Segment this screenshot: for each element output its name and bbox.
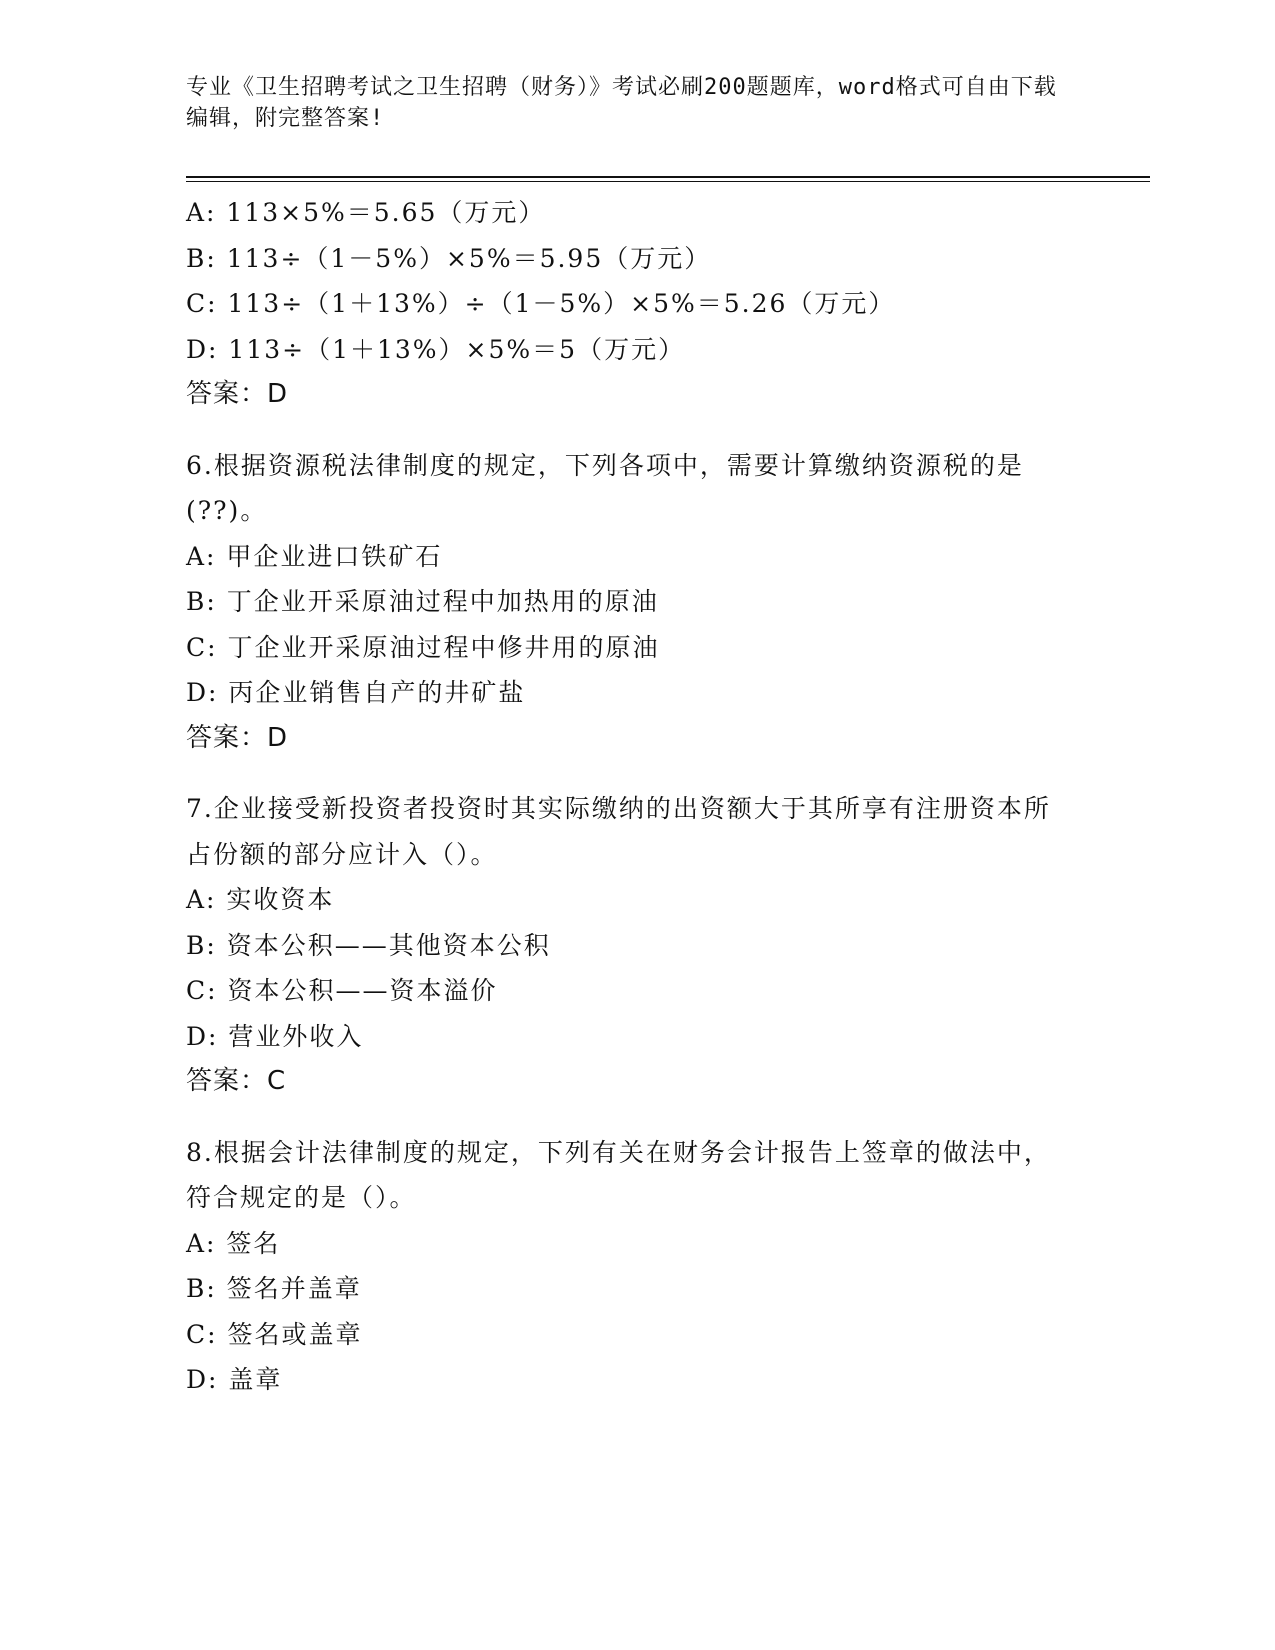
- option-a: A: 签名: [186, 1228, 281, 1258]
- option-d: D: 营业外收入: [186, 1021, 364, 1051]
- spacer: [186, 418, 1106, 443]
- option-a: A: 实收资本: [186, 885, 335, 914]
- question-text: 8.根据会计法律制度的规定，下列有关在财务会计报告上签章的做法中，符合规定的是（）。: [186, 1137, 1051, 1212]
- header-divider: [186, 176, 1150, 178]
- answer-line: 答案：D: [186, 722, 289, 753]
- question-6-block: [186, 443, 1106, 762]
- question-8-block: [186, 1130, 1106, 1403]
- question-7-block: [186, 786, 1106, 1105]
- option-b: B: 丁企业开采原油过程中加热用的原油: [186, 587, 659, 616]
- option-b: B: 113÷（1－5%）×5%＝5.95（万元）: [186, 243, 712, 273]
- question-5-block: [186, 190, 1106, 418]
- option-a: A: 甲企业进口铁矿石: [186, 541, 443, 571]
- header-divider-thin: [186, 181, 1150, 182]
- answer-line: 答案：D: [186, 379, 289, 409]
- question-text: 6.根据资源税法律制度的规定，下列各项中，需要计算缴纳资源税的是(??)。: [186, 450, 1024, 525]
- option-c: C: 资本公积——资本溢价: [186, 976, 498, 1005]
- option-c: C: 签名或盖章: [186, 1319, 363, 1349]
- question-list: [186, 190, 1106, 1403]
- option-b: B: 签名并盖章: [186, 1274, 362, 1303]
- option-d: D: 113÷（1＋13%）×5%＝5（万元）: [186, 334, 686, 364]
- spacer: [186, 761, 1106, 786]
- option-d: D: 盖章: [186, 1365, 283, 1394]
- answer-line: 答案：C: [186, 1066, 287, 1096]
- option-c: C: 113÷（1＋13%）÷（1－5%）×5%＝5.26（万元）: [186, 289, 896, 318]
- option-a: A: 113×5%＝5.65（万元）: [186, 198, 546, 227]
- spacer: [186, 1105, 1106, 1130]
- option-d: D: 丙企业销售自产的井矿盐: [186, 678, 526, 707]
- document-header: 专业《卫生招聘考试之卫生招聘（财务）》考试必刷200题题库，word格式可自由下载编辑，附完整答案!: [186, 75, 1057, 131]
- option-b: B: 资本公积——其他资本公积: [186, 930, 551, 960]
- option-c: C: 丁企业开采原油过程中修井用的原油: [186, 632, 660, 662]
- question-text: 7.企业接受新投资者投资时其实际缴纳的出资额大于其所享有注册资本所占份额的部分应计入（）。: [186, 794, 1051, 869]
